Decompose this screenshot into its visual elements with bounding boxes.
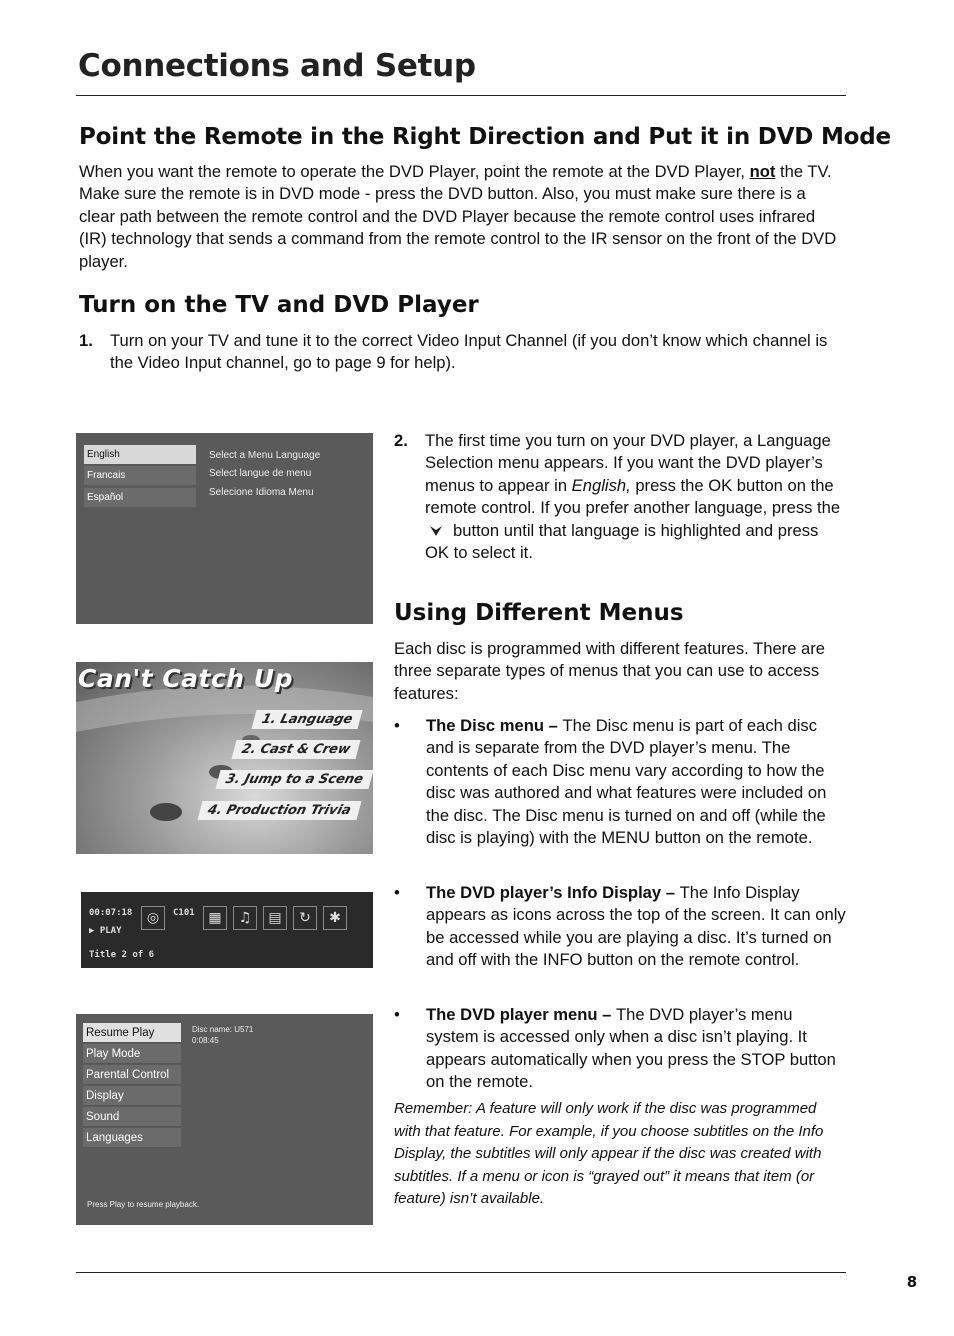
dvd-menu-item: Resume Play [83, 1023, 181, 1043]
settings-icon: ✱ [323, 906, 347, 930]
disc-menu-title: Can't Catch Up [78, 664, 294, 693]
language-item: Español [84, 488, 196, 507]
language-item: Francais [84, 466, 196, 485]
step-2: 2. The first time you turn on your DVD player, a Language Selection menu appears. If you want the DVD player’s menus to appear in English, press the OK button on the remote control. If you prefer another language, press the button until that language is highlighted and press OK to select it. [394, 431, 841, 563]
language-item: English [84, 445, 196, 464]
step-1: 1. Turn on your TV and tune it to the correct Video Input Channel (if you don’t know which channel is the Video Input channel, go to page 9 for help). [79, 331, 828, 373]
disc-info: Disc name: U571 0:08:45 [192, 1025, 254, 1045]
language-description: Select a Menu Language [209, 450, 321, 461]
dvd-menu-item: Play Mode [83, 1044, 181, 1064]
disc-menu-option: 1. Language [251, 710, 362, 729]
language-description: Selecione Idioma Menu [209, 487, 314, 498]
grid-icon: ▦ [203, 906, 227, 930]
info-title-of: Title 2 of 6 [89, 950, 155, 960]
disc-menu-option: 3. Jump to a Scene [215, 770, 373, 789]
header-rule [76, 95, 846, 96]
disc-icon: ◎ [141, 906, 165, 930]
info-chapter: C101 [173, 908, 195, 918]
disc-menu-option: 4. Production Trivia [197, 801, 361, 820]
heading-turn-on: Turn on the TV and DVD Player [79, 292, 479, 318]
bullet-info-display: • The DVD player’s Info Display – The Info Display appears as icons across the top of the screen. It can only be accessed while you are playing a disc. It’s turned on and off with the INFO button on the remote control. [394, 883, 846, 970]
page-title: Connections and Setup [78, 48, 476, 84]
audio-icon: ♫ [233, 906, 257, 930]
dvd-menu-item: Display [83, 1086, 181, 1106]
language-menu-screenshot [76, 433, 373, 624]
heading-point-remote: Point the Remote in the Right Direction and Put it in DVD Mode [79, 124, 891, 150]
info-display-screenshot [81, 892, 373, 968]
bullet-disc-menu: • The Disc menu – The Disc menu is part of each disc and is separate from the DVD player’s menu. The contents of each Disc menu vary according to how the disc was authored and what features were included on the disc. The Disc menu is turned on and off (while the disc is playing) with the MENU button on the remote. [394, 716, 827, 848]
heading-using-menus: Using Different Menus [394, 600, 684, 626]
refresh-icon: ↻ [293, 906, 317, 930]
down-arrow-icon [429, 525, 443, 537]
page-number: 8 [906, 1273, 918, 1291]
subtitle-icon: ▤ [263, 906, 287, 930]
dvd-player-menu-screenshot [76, 1014, 373, 1225]
bullet-dvd-player-menu: • The DVD player menu – The DVD player’s menu system is accessed only when a disc isn’t playing. It appears automatically when you press the STOP button on the remote. [394, 1005, 836, 1092]
language-description: Select langue de menu [209, 468, 312, 479]
info-time: 00:07:18 [89, 908, 133, 918]
dvd-menu-item: Languages [83, 1128, 181, 1148]
disc-menu-screenshot [76, 662, 373, 854]
disc-menu-option: 2. Cast & Crew [231, 740, 360, 759]
dvd-menu-item: Sound [83, 1107, 181, 1127]
paragraph-using-menus: Each disc is programmed with different features. There are three separate types of menus that you can use to access features: [394, 639, 826, 703]
info-status: ▶ PLAY [89, 926, 122, 936]
resume-hint: Press Play to resume playback. [87, 1200, 200, 1209]
remember-note: Remember: A feature will only work if the disc was programmed with that feature. For example, if you choose subtitles on the Info Display, the subtitles will only appear if the disc was created with subtitles. If a menu or icon is “grayed out” it means that item (or feature) isn’t available. [394, 1100, 824, 1208]
emphasis-not: not [749, 162, 776, 181]
paragraph-point-remote: When you want the remote to operate the DVD Player, point the remote at the DVD Player, not the TV. Make sure the remote is in DVD mode - press the DVD button. Also, you must make sure there is a clear path between the remote control and the DVD Player because the remote control uses infrared (IR) technology that sends a command from the remote control to the IR sensor on the front of the DVD player. [79, 162, 837, 271]
dvd-menu-item: Parental Control [83, 1065, 181, 1085]
